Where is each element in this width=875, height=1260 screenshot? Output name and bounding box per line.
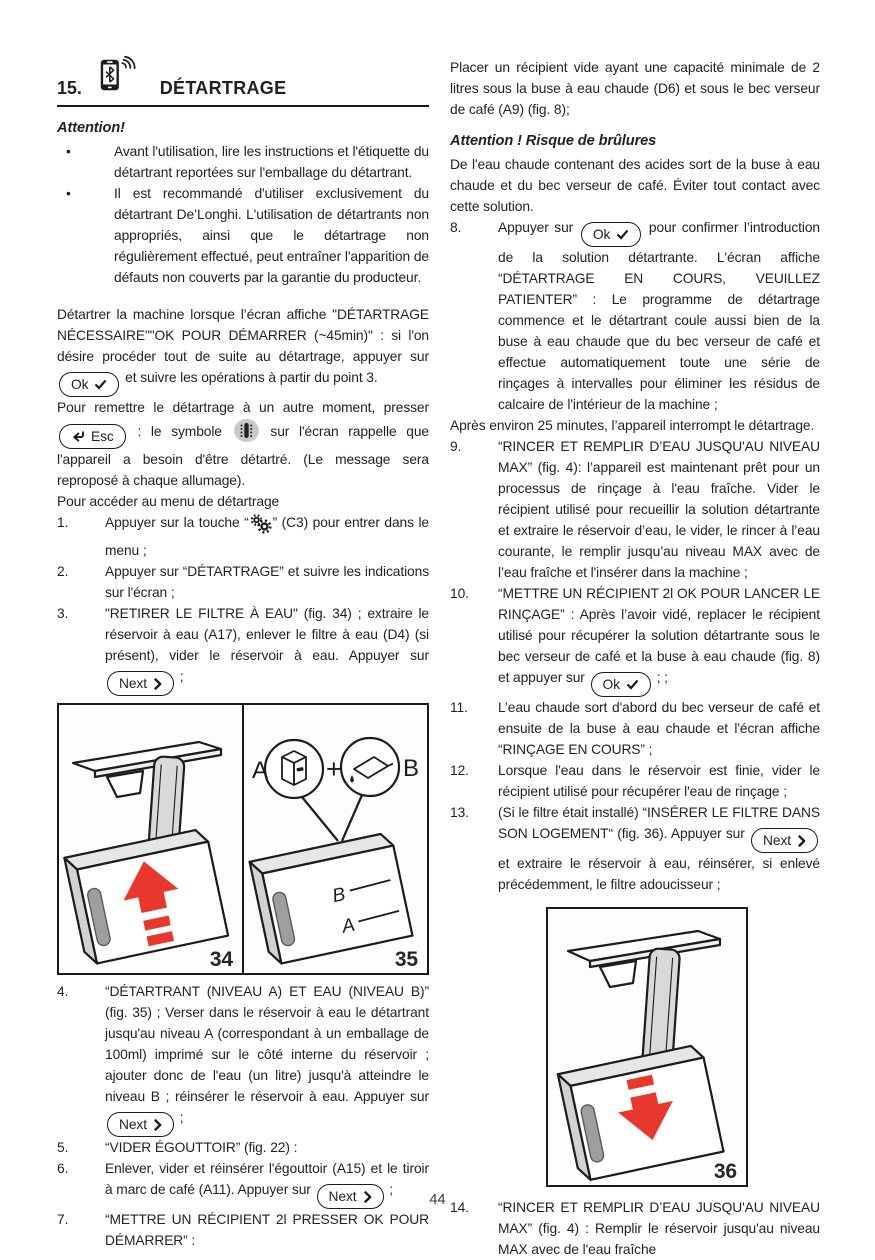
esc-button bbox=[59, 424, 126, 449]
figure-35 bbox=[242, 705, 427, 973]
step-number: 6. bbox=[57, 1161, 69, 1176]
step-number: 2. bbox=[57, 564, 69, 579]
ok-button bbox=[591, 672, 651, 697]
paragraph bbox=[57, 304, 429, 397]
next-button bbox=[107, 1112, 174, 1137]
step-number: 1. bbox=[57, 515, 69, 530]
step-text-pre: "RETIRER LE FILTRE À EAU" (fig. 34) ; extraire le réservoir à eau (A17), enlever le filtre à eau (D4) (si présent), vider le réservoir à eau. Appuyer sur bbox=[105, 606, 429, 663]
attention-burns-heading: Attention ! Risque de brûlures bbox=[450, 133, 657, 149]
step-item-4 bbox=[57, 981, 429, 1137]
step-item-12 bbox=[450, 760, 820, 802]
section-number: 15. bbox=[57, 78, 82, 98]
return-arrow-icon bbox=[71, 430, 85, 443]
next-button-label: Next bbox=[328, 1189, 357, 1204]
descale-symbol-icon bbox=[233, 418, 260, 449]
figure-number: 36 bbox=[713, 1160, 737, 1183]
step-text-post: ; bbox=[179, 669, 184, 684]
step-number: 4. bbox=[57, 984, 69, 999]
step-number: 9. bbox=[450, 439, 462, 454]
step-text bbox=[498, 802, 820, 895]
step-text-pre: Enlever, vider et réinsérer l'égouttoir (A15) et le tiroir à marc de café (A11). Appuyer sur bbox=[105, 1161, 429, 1197]
next-button-label: Next bbox=[763, 833, 791, 848]
step-text-post: et extraire le réservoir à eau, réinsérer, si enlevé précédemment, le filtre adoucisseur ; bbox=[498, 856, 820, 892]
level-a-label: A bbox=[340, 914, 357, 938]
gears-icon bbox=[250, 514, 272, 540]
figure-35-plus: + bbox=[326, 754, 342, 784]
step-number: 8. bbox=[450, 220, 462, 235]
step-text: “VIDER ÉGOUTTOIR” (fig. 22) : bbox=[105, 1140, 298, 1155]
step-item-1 bbox=[57, 512, 429, 561]
paragraph-text: Détartrer la machine lorsque l’écran affiche "DÉTARTRAGE NÉCESSAIRE""OK POUR DÉMARRER (~45min)" : si l'on désire procéder tout de suite au détartrage, appuyer sur bbox=[57, 307, 429, 364]
bullet-marker: • bbox=[66, 186, 71, 201]
step-text bbox=[498, 583, 820, 697]
step-text-pre: Appuyer sur la touche “ bbox=[105, 515, 249, 530]
chevron-right-icon bbox=[153, 677, 162, 691]
step-text bbox=[105, 603, 429, 696]
step-item-5 bbox=[57, 1137, 429, 1158]
step-text: Appuyer sur “DÉTARTRAGE” et suivre les indications sur l'écran ; bbox=[105, 564, 429, 600]
next-button-label: Next bbox=[119, 1117, 147, 1132]
step-text-pre: (Si le filtre était installé) “INSÉRER LE FILTRE DANS SON LOGEMENT“ (fig. 36). Appuyer sur bbox=[498, 805, 820, 841]
step-number: 7. bbox=[57, 1212, 69, 1227]
page-title: DÉTARTRAGE bbox=[159, 78, 287, 98]
right-column bbox=[450, 54, 820, 1260]
step-number: 3. bbox=[57, 606, 69, 621]
step-text bbox=[105, 512, 429, 561]
figure-35-letter-b: B bbox=[403, 755, 419, 782]
chevron-right-icon bbox=[153, 1118, 162, 1132]
paragraph: De l'eau chaude contenant des acides sort de la buse à eau chaude et du bec verseur de café. Éviter tout contact avec cette solution. bbox=[450, 157, 820, 214]
bullet-marker: • bbox=[66, 144, 71, 159]
check-icon bbox=[616, 229, 629, 240]
step-item-13 bbox=[450, 802, 820, 895]
step-item-9 bbox=[450, 436, 820, 583]
next-button-label: Next bbox=[119, 676, 147, 691]
paragraph-text: sur l'écran rappelle que l'appareil a besoin d'être détartré. (Le message sera reproposé à chaque allumage). bbox=[57, 424, 430, 488]
bullet-text: Avant l'utilisation, lire les instructions et l'étiquette du détartrant reportées sur l'emballage du détartrant. bbox=[114, 144, 429, 180]
step-text: “METTRE UN RÉCIPIENT 2l PRESSER OK POUR DÉMARRER” : bbox=[105, 1212, 429, 1248]
esc-button-label: Esc bbox=[91, 429, 114, 444]
bullet-item bbox=[57, 183, 429, 288]
next-button bbox=[751, 828, 818, 853]
step-text: “RINCER ET REMPLIR D’EAU JUSQU'AU NIVEAU MAX” (fig. 4): l’appareil est maintenant prêt pour un processus de rinçage à l'eau fraîche. Vider le récipient utilisé pour recueillir la solution détartrante et extraire le réservoir d’eau, le vider, le rincer à l’eau courante, le remplir jusqu’au niveau MAX avec de l’eau fraîche et l'insérer dans la machine ; bbox=[498, 439, 820, 580]
paragraph-text: et suivre les opérations à partir du point 3. bbox=[125, 370, 378, 385]
figure-35-letter-a: A bbox=[252, 757, 268, 784]
step-item-2 bbox=[57, 561, 429, 603]
figure-36 bbox=[546, 907, 748, 1187]
step-number: 12. bbox=[450, 763, 469, 778]
step-item-7 bbox=[57, 1209, 429, 1251]
check-icon bbox=[94, 379, 107, 390]
step-text-post: ; ; bbox=[656, 670, 668, 685]
paragraph: Après environ 25 minutes, l’appareil interrompt le détartrage. bbox=[450, 418, 815, 433]
step-item-3 bbox=[57, 603, 429, 696]
step-text-post: ; bbox=[389, 1182, 393, 1197]
step-text-post: pour confirmer l’introduction de la solution détartrante. L'écran affiche “DÉTARTRAGE EN COURS, VEUILLEZ PATIENTER” : Le programme de détartrage commence et le détartrant coule aussi bien de la buse à eau chaude que du bec verseur de café et effectue automatiquement toute une série de rinçages à intervalles pour éliminer les résidus de calcaire de l'intérieur de la machine ; bbox=[498, 220, 820, 412]
step-text-post: ” (C3) pour entrer dans le menu ; bbox=[105, 515, 429, 558]
paragraph bbox=[57, 397, 429, 491]
ok-button-label: Ok bbox=[602, 677, 620, 692]
step-text: Lorsque l'eau dans le réservoir est finie, vider le récipient utilisé pour récupérer l'eau de rinçage ; bbox=[498, 763, 820, 799]
chevron-right-icon bbox=[797, 834, 806, 848]
step-number: 13. bbox=[450, 805, 469, 820]
figure-34-35 bbox=[57, 703, 429, 975]
ok-button bbox=[59, 372, 119, 397]
step-number: 10. bbox=[450, 586, 469, 601]
step-text-pre: “METTRE UN RÉCIPIENT 2l OK POUR LANCER LE RINÇAGE” : Après l’avoir vidé, replacer le récipient utilisé pour récupérer la solution détartrante sous le bec verseur de café et la buse à eau chaude (fig. 8) et appuyer sur bbox=[498, 586, 820, 685]
paragraph: Placer un récipient vide ayant une capacité minimale de 2 litres sous la buse à eau chaude (D6) et sous le bec verseur de café (A9) (fig. 8); bbox=[450, 60, 820, 117]
step-text-pre: Appuyer sur bbox=[498, 220, 574, 235]
figure-34 bbox=[59, 705, 242, 973]
paragraph-text: : le symbole bbox=[137, 424, 222, 439]
step-text-post: ; bbox=[179, 1110, 184, 1125]
next-button bbox=[107, 671, 174, 696]
ok-button-label: Ok bbox=[592, 227, 611, 242]
attention-heading: Attention! bbox=[57, 120, 125, 136]
page-number: 44 bbox=[429, 1192, 446, 1208]
paragraph-text: Pour remettre le détartrage à un autre moment, presser bbox=[57, 400, 429, 415]
step-text: L’eau chaude sort d'abord du bec verseur de café et ensuite de la buse à eau chaude et l'écran affiche “RINÇAGE EN COURS” ; bbox=[498, 700, 820, 757]
check-icon bbox=[626, 679, 639, 690]
step-text bbox=[498, 217, 820, 415]
step-item-10 bbox=[450, 583, 820, 697]
paragraph: Pour accéder au menu de détartrage bbox=[57, 494, 280, 509]
step-number: 5. bbox=[57, 1140, 69, 1155]
ok-button bbox=[581, 222, 641, 247]
step-number: 11. bbox=[450, 700, 468, 715]
step-text-pre: “DÉTARTRANT (NIVEAU A) ET EAU (NIVEAU B)” (fig. 35) ; Verser dans le réservoir à eau le détartrant jusqu'au niveau A (correspondant à un emballage de 100ml) imprimé sur le côté interne du réservoir ; ajouter donc de l'eau (un litre) jusqu'à atteindre le niveau B ; réinsérer le réservoir à eau. Appuyer sur bbox=[105, 984, 429, 1104]
step-number: 14. bbox=[450, 1200, 469, 1215]
left-column bbox=[57, 54, 429, 1251]
step-item-8 bbox=[450, 217, 820, 415]
section-header bbox=[57, 54, 429, 107]
ok-button-label: Ok bbox=[71, 377, 89, 392]
step-text: “RINCER ET REMPLIR D’EAU JUSQU'AU NIVEAU MAX” (fig. 4) : Remplir le réservoir jusqu'au niveau MAX avec de l'eau fraîche bbox=[498, 1200, 820, 1257]
bullet-item bbox=[57, 141, 429, 183]
step-text bbox=[105, 981, 429, 1137]
bluetooth-phone-icon bbox=[95, 54, 137, 100]
figure-number: 35 bbox=[394, 948, 418, 971]
bullet-text: Il est recommandé d'utiliser exclusivement du détartrant De’Longhi. L'utilisation de détartrants non appropriés, ainsi que le détartrage non régulièrement effectué, peut entraîner l'apparition de défauts non couverts par la garantie du producteur. bbox=[114, 186, 429, 285]
level-b-label: B bbox=[330, 883, 348, 908]
step-item-11 bbox=[450, 697, 820, 760]
figure-number: 34 bbox=[209, 948, 233, 971]
